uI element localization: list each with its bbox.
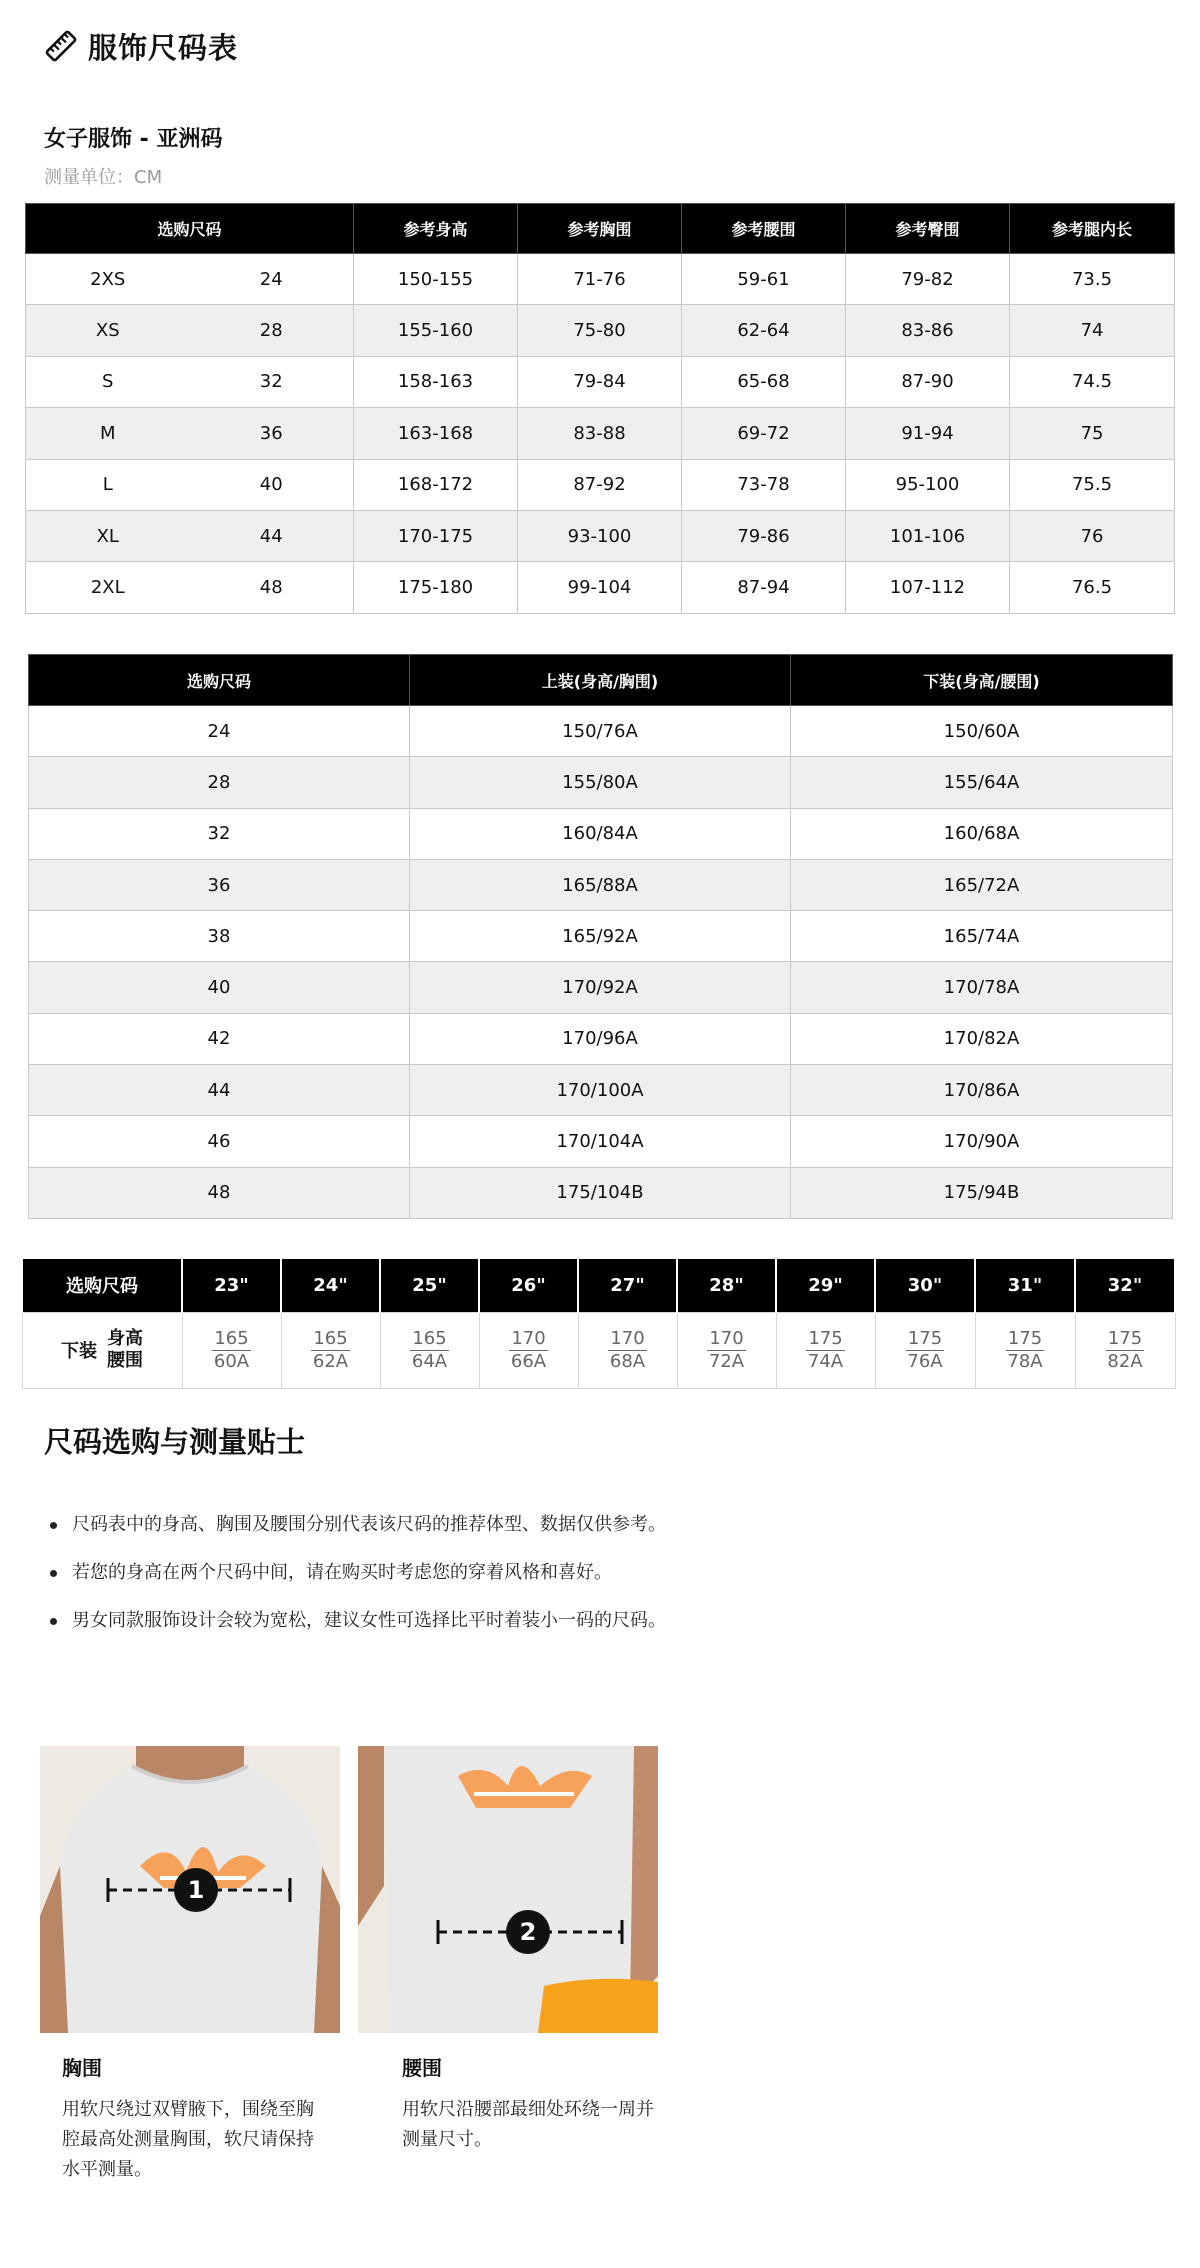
table-cell: L bbox=[26, 459, 190, 510]
table-cell: XS bbox=[26, 305, 190, 356]
waist-value: 64A bbox=[411, 1350, 448, 1372]
table-cell: 79-84 bbox=[518, 356, 682, 407]
size-header-cell: 31" bbox=[975, 1259, 1075, 1312]
table-row bbox=[29, 1013, 1173, 1064]
header-cell: 参考身高 bbox=[354, 204, 518, 254]
list-item: 男女同款服饰设计会较为宽松，建议女性可选择比平时着装小一码的尺码。 bbox=[50, 1606, 670, 1636]
height-value: 165 bbox=[313, 1327, 348, 1349]
table-cell: 175/94B bbox=[791, 1167, 1173, 1218]
row-label-height: 身高 bbox=[107, 1328, 143, 1349]
table-cell: 87-94 bbox=[682, 562, 846, 613]
table-cell: 87-92 bbox=[518, 459, 682, 510]
height-waist-fraction bbox=[608, 1328, 646, 1373]
table-cell: 170/90A bbox=[791, 1116, 1173, 1167]
table-cell: 75.5 bbox=[1010, 459, 1175, 510]
table-cell: 170/82A bbox=[791, 1013, 1173, 1064]
size-header-cell: 25" bbox=[380, 1259, 479, 1312]
table-cell: 170/92A bbox=[410, 962, 791, 1013]
waist-value: 60A bbox=[213, 1350, 250, 1372]
table-cell: 165/88A bbox=[410, 859, 791, 910]
header-cell: 选购尺码 bbox=[26, 204, 354, 254]
size-header-cell: 24" bbox=[281, 1259, 380, 1312]
header-cell: 参考臀围 bbox=[846, 204, 1010, 254]
table-cell: 28 bbox=[190, 305, 354, 356]
table-cell bbox=[1075, 1312, 1175, 1388]
height-waist-fraction bbox=[509, 1328, 547, 1373]
unit-label: 测量单位：CM bbox=[44, 167, 163, 188]
height-value: 175 bbox=[1007, 1327, 1043, 1349]
size-conversion-table bbox=[28, 654, 1173, 1219]
table-cell: 75-80 bbox=[518, 305, 682, 356]
height-waist-fraction bbox=[806, 1328, 844, 1373]
table-cell: 163-168 bbox=[354, 408, 518, 459]
table-header-row bbox=[29, 655, 1173, 706]
table-cell: 170/100A bbox=[410, 1065, 791, 1116]
table-cell: 62-64 bbox=[682, 305, 846, 356]
table-cell: 2XL bbox=[26, 562, 190, 613]
section-title: 女子服饰 - 亚洲码 bbox=[44, 127, 223, 152]
table-cell bbox=[975, 1312, 1075, 1388]
table-cell: M bbox=[26, 408, 190, 459]
table-cell: 150-155 bbox=[354, 254, 518, 305]
table-cell bbox=[182, 1312, 281, 1388]
height-waist-fraction bbox=[1006, 1328, 1044, 1373]
table-cell: 48 bbox=[29, 1167, 410, 1218]
waist-value: 78A bbox=[1007, 1350, 1043, 1372]
header-cell: 上装(身高/胸围) bbox=[410, 655, 791, 706]
table-cell: 101-106 bbox=[846, 510, 1010, 561]
tips-title: 尺码选购与测量贴士 bbox=[44, 1425, 306, 1459]
table-cell: 155/80A bbox=[410, 757, 791, 808]
table-cell: 74.5 bbox=[1010, 356, 1175, 407]
height-waist-fraction bbox=[1106, 1328, 1144, 1373]
table-cell: 38 bbox=[29, 911, 410, 962]
table-row bbox=[26, 459, 1175, 510]
header-cell: 参考腰围 bbox=[682, 204, 846, 254]
table-row bbox=[26, 408, 1175, 459]
table-cell: 158-163 bbox=[354, 356, 518, 407]
height-value: 165 bbox=[412, 1327, 447, 1349]
table-cell: 91-94 bbox=[846, 408, 1010, 459]
waist-value: 66A bbox=[510, 1350, 547, 1372]
table-row bbox=[29, 1167, 1173, 1218]
height-waist-fraction bbox=[707, 1328, 745, 1373]
size-header-cell: 26" bbox=[479, 1259, 578, 1312]
page-title: 服饰尺码表 bbox=[88, 30, 239, 65]
table-cell: 99-104 bbox=[518, 562, 682, 613]
table-cell: XL bbox=[26, 510, 190, 561]
waist-value: 82A bbox=[1107, 1350, 1143, 1372]
table-header-row bbox=[26, 204, 1175, 254]
table-row bbox=[29, 757, 1173, 808]
table-cell: 170/104A bbox=[410, 1116, 791, 1167]
table-cell: 168-172 bbox=[354, 459, 518, 510]
table-cell: S bbox=[26, 356, 190, 407]
table-cell: 83-86 bbox=[846, 305, 1010, 356]
table-header-row bbox=[22, 1259, 1175, 1312]
table-row bbox=[26, 510, 1175, 561]
table-row bbox=[26, 305, 1175, 356]
table-cell: 170/78A bbox=[791, 962, 1173, 1013]
ruler-icon bbox=[44, 29, 78, 63]
table-cell: 24 bbox=[190, 254, 354, 305]
height-value: 170 bbox=[709, 1327, 744, 1349]
waist-value: 72A bbox=[708, 1350, 745, 1372]
waist-value: 68A bbox=[609, 1350, 646, 1372]
table-cell: 36 bbox=[29, 859, 410, 910]
table-cell: 160/68A bbox=[791, 808, 1173, 859]
table-row bbox=[29, 859, 1173, 910]
table-cell: 107-112 bbox=[846, 562, 1010, 613]
size-header-cell: 29" bbox=[776, 1259, 875, 1312]
table-cell: 170/96A bbox=[410, 1013, 791, 1064]
table-cell: 40 bbox=[29, 962, 410, 1013]
table-cell: 95-100 bbox=[846, 459, 1010, 510]
table-cell: 46 bbox=[29, 1116, 410, 1167]
table-cell: 150/76A bbox=[410, 706, 791, 757]
measure-badge-1: 1 bbox=[187, 1876, 205, 1904]
waist-caption-title: 腰围 bbox=[402, 2056, 442, 2080]
height-waist-fraction bbox=[410, 1328, 448, 1373]
table-cell: 93-100 bbox=[518, 510, 682, 561]
waist-value: 62A bbox=[312, 1350, 349, 1372]
height-waist-fraction bbox=[311, 1328, 349, 1373]
table-cell bbox=[281, 1312, 380, 1388]
table-cell: 71-76 bbox=[518, 254, 682, 305]
table-cell: 74 bbox=[1010, 305, 1175, 356]
chest-caption-text: 用软尺绕过双臂腋下，围绕至胸腔最高处测量胸围，软尺请保持水平测量。 bbox=[62, 2099, 314, 2180]
size-header-cell: 23" bbox=[182, 1259, 281, 1312]
table-cell: 79-82 bbox=[846, 254, 1010, 305]
table-cell: 165/72A bbox=[791, 859, 1173, 910]
table-row bbox=[29, 706, 1173, 757]
table-row bbox=[29, 1116, 1173, 1167]
tips-list bbox=[50, 1510, 670, 1654]
table-cell: 165/74A bbox=[791, 911, 1173, 962]
table-row bbox=[26, 356, 1175, 407]
waist-caption-text: 用软尺沿腰部最细处环绕一周并测量尺寸。 bbox=[402, 2099, 654, 2150]
waist-measure-photo bbox=[358, 1746, 658, 2033]
table-cell: 76.5 bbox=[1010, 562, 1175, 613]
section-heading bbox=[44, 122, 222, 189]
table-cell: 59-61 bbox=[682, 254, 846, 305]
table-row bbox=[26, 562, 1175, 613]
table-cell: 160/84A bbox=[410, 808, 791, 859]
table-cell bbox=[875, 1312, 975, 1388]
table-cell: 170/86A bbox=[791, 1065, 1173, 1116]
row-label-main: 下装 bbox=[61, 1341, 97, 1362]
table-row bbox=[22, 1312, 1175, 1388]
table-cell: 65-68 bbox=[682, 356, 846, 407]
header-cell: 参考胸围 bbox=[518, 204, 682, 254]
list-item: 尺码表中的身高、胸围及腰围分别代表该尺码的推荐体型、数据仅供参考。 bbox=[50, 1510, 670, 1540]
header-cell: 选购尺码 bbox=[22, 1259, 182, 1312]
table-cell: 69-72 bbox=[682, 408, 846, 459]
table-cell: 32 bbox=[190, 356, 354, 407]
chest-caption bbox=[62, 2052, 322, 2185]
list-item: 若您的身高在两个尺码中间，请在购买时考虑您的穿着风格和喜好。 bbox=[50, 1558, 670, 1588]
height-value: 170 bbox=[511, 1327, 546, 1349]
table-cell: 175-180 bbox=[354, 562, 518, 613]
table-cell: 42 bbox=[29, 1013, 410, 1064]
table-cell: 73.5 bbox=[1010, 254, 1175, 305]
height-waist-fraction bbox=[212, 1328, 250, 1373]
table-cell bbox=[479, 1312, 578, 1388]
size-header-cell: 27" bbox=[578, 1259, 677, 1312]
table-cell: 73-78 bbox=[682, 459, 846, 510]
table-row bbox=[29, 962, 1173, 1013]
table-cell: 170-175 bbox=[354, 510, 518, 561]
table-row bbox=[26, 254, 1175, 305]
table-cell: 32 bbox=[29, 808, 410, 859]
table-cell: 44 bbox=[190, 510, 354, 561]
height-value: 175 bbox=[907, 1327, 943, 1349]
header-cell: 选购尺码 bbox=[29, 655, 410, 706]
size-header-cell: 30" bbox=[875, 1259, 975, 1312]
table-cell: 83-88 bbox=[518, 408, 682, 459]
size-header-cell: 28" bbox=[677, 1259, 776, 1312]
size-header-cell: 32" bbox=[1075, 1259, 1175, 1312]
chest-measure-photo bbox=[40, 1746, 340, 2033]
table-cell: 79-86 bbox=[682, 510, 846, 561]
page-header bbox=[44, 26, 238, 66]
table-row bbox=[29, 1065, 1173, 1116]
table-row bbox=[29, 911, 1173, 962]
table-cell: 2XS bbox=[26, 254, 190, 305]
table-cell bbox=[776, 1312, 875, 1388]
table-cell: 175/104B bbox=[410, 1167, 791, 1218]
table-cell: 75 bbox=[1010, 408, 1175, 459]
size-chart-table bbox=[25, 203, 1175, 614]
header-cell: 下装(身高/腰围) bbox=[791, 655, 1173, 706]
table-cell: 76 bbox=[1010, 510, 1175, 561]
chest-caption-title: 胸围 bbox=[62, 2056, 102, 2080]
height-value: 165 bbox=[214, 1327, 249, 1349]
row-label-waist: 腰围 bbox=[107, 1350, 143, 1371]
table-cell: 36 bbox=[190, 408, 354, 459]
table-cell: 48 bbox=[190, 562, 354, 613]
table-cell: 165/92A bbox=[410, 911, 791, 962]
bottoms-inch-table bbox=[21, 1259, 1176, 1389]
table-cell: 150/60A bbox=[791, 706, 1173, 757]
table-cell bbox=[578, 1312, 677, 1388]
table-row bbox=[29, 808, 1173, 859]
height-value: 170 bbox=[610, 1327, 645, 1349]
table-cell: 87-90 bbox=[846, 356, 1010, 407]
table-cell bbox=[677, 1312, 776, 1388]
waist-caption bbox=[402, 2052, 662, 2155]
table-cell: 155-160 bbox=[354, 305, 518, 356]
waist-value: 74A bbox=[807, 1350, 844, 1372]
waist-value: 76A bbox=[907, 1350, 943, 1372]
table-cell: 28 bbox=[29, 757, 410, 808]
header-cell: 参考腿内长 bbox=[1010, 204, 1175, 254]
height-waist-fraction bbox=[906, 1328, 944, 1373]
height-value: 175 bbox=[808, 1327, 843, 1349]
height-value: 175 bbox=[1107, 1327, 1143, 1349]
table-cell bbox=[380, 1312, 479, 1388]
measure-badge-2: 2 bbox=[519, 1918, 537, 1946]
row-label-cell bbox=[22, 1312, 182, 1388]
table-cell: 44 bbox=[29, 1065, 410, 1116]
table-cell: 155/64A bbox=[791, 757, 1173, 808]
table-cell: 40 bbox=[190, 459, 354, 510]
table-cell: 24 bbox=[29, 706, 410, 757]
